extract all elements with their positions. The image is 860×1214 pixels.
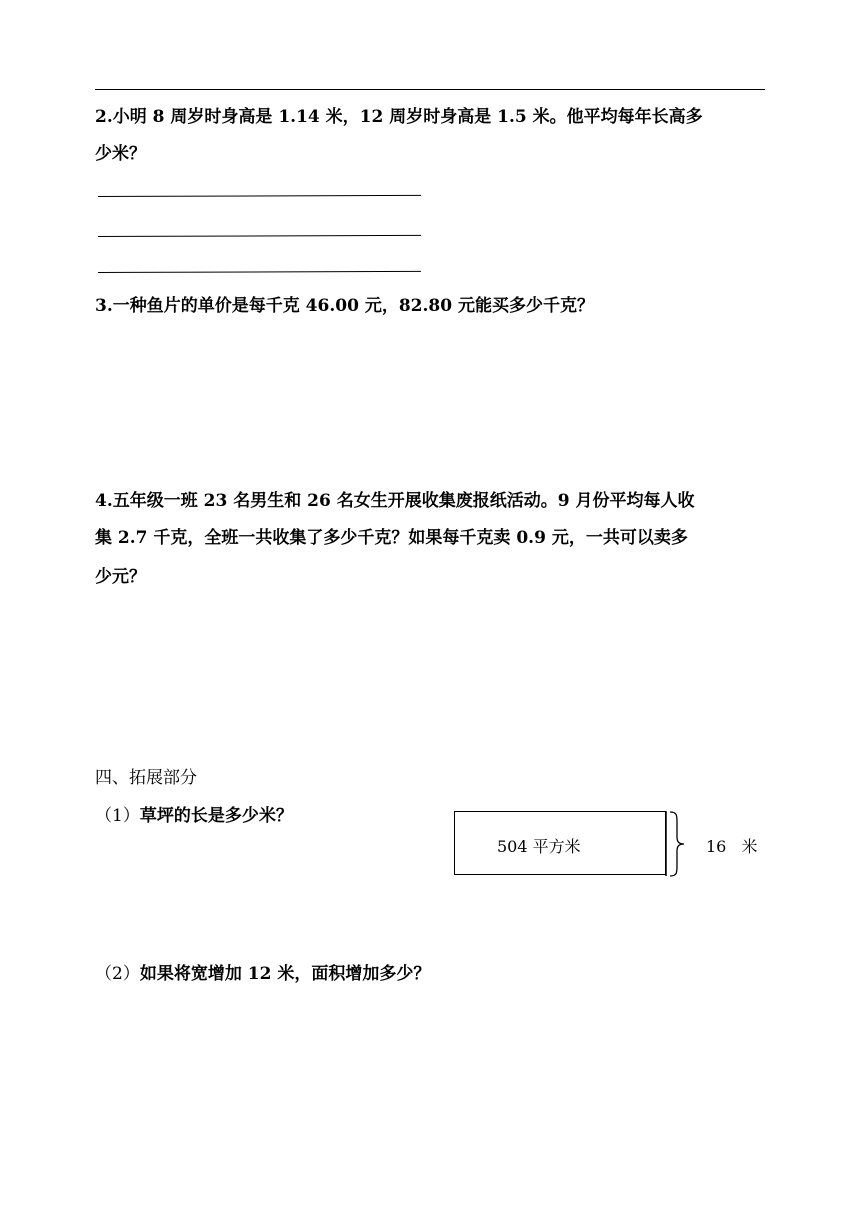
question-4-line-1: 4.五年级一班 23 名男生和 26 名女生开展收集废报纸活动。9 月份平均每人收 [95,491,695,511]
sub-question-1-number: （1） [95,806,140,826]
area-label: 504 平方米 [497,837,581,856]
answer-line-2 [98,235,421,237]
sub-question-1 [95,801,293,826]
width-label: 16 米 [706,837,758,856]
answer-line-1 [98,195,421,197]
question-4-line-2: 集 2.7 千克，全班一共收集了多少千克？如果每千克卖 0.9 元，一共可以卖多 [95,528,688,548]
brace-icon [668,811,690,877]
question-2-line-1: 2.小明 8 周岁时身高是 1.14 米，12 周岁时身高是 1.5 米。他平均每年长高多 [95,107,703,127]
question-3: 3.一种鱼片的单价是每千克 46.00 元，82.80 元能买多少千克？ [95,296,594,316]
question-4-line-3: 少元？ [95,567,146,587]
sub-question-2-number: （2） [95,964,140,984]
question-2-line-2: 少米？ [95,144,146,164]
top-divider [95,89,765,90]
sub-question-2-text: 如果将宽增加 12 米，面积增加多少？ [139,964,431,984]
section-title: 四、拓展部分 [95,768,197,788]
sub-question-2 [95,959,430,984]
sub-question-1-text: 草坪的长是多少米？ [139,806,293,826]
answer-line-3 [98,271,421,273]
